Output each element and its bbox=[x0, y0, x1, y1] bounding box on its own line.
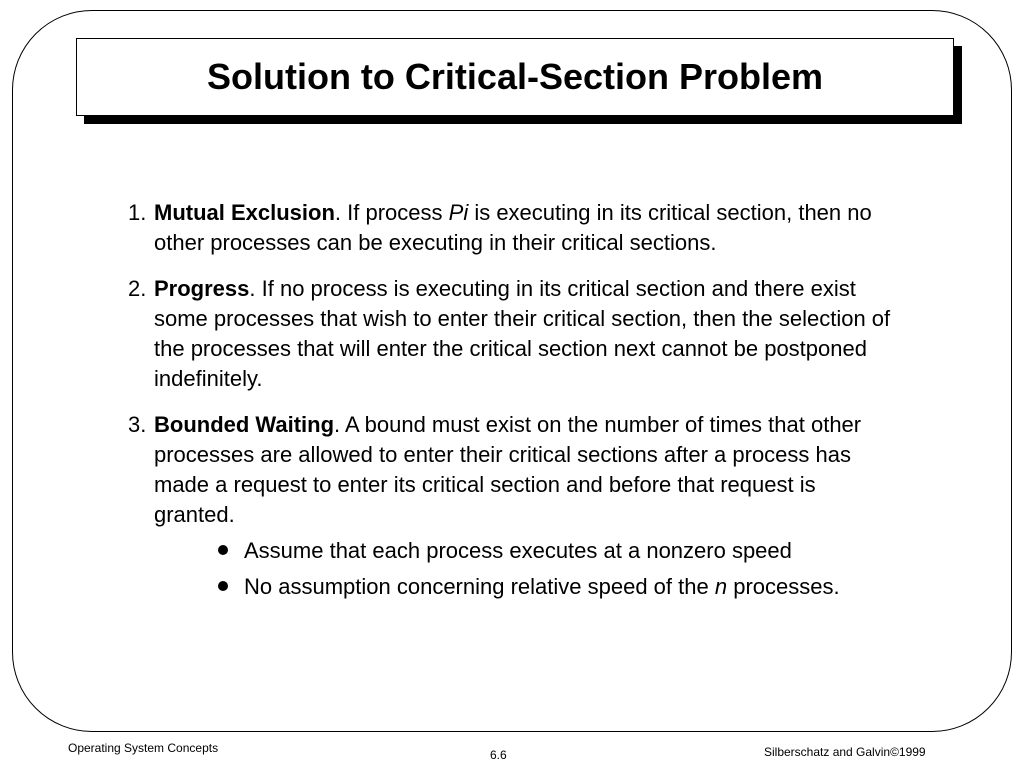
sub-bullet-item bbox=[154, 536, 902, 566]
item-text: . A bound must exist on the number of times that other processes are allowed to enter their critical sections after a process has made a request to enter its critical section and before that request is granted. bbox=[154, 412, 862, 527]
title-box bbox=[76, 38, 954, 116]
footer-book-title: Operating System Concepts bbox=[68, 741, 219, 755]
item-term: Progress bbox=[154, 276, 250, 301]
item-number: 1. bbox=[128, 200, 147, 225]
list-item-mutual-exclusion bbox=[122, 198, 902, 258]
item-text: . If no process is executing in its critical section and there exist some processes that wish to enter their critical section, then the selection of the processes that will enter the critical section next cannot be postponed indefinitely. bbox=[154, 276, 891, 391]
slide-title: Solution to Critical-Section Problem bbox=[206, 56, 824, 97]
bullet-text: Assume that each process executes at a nonzero speed bbox=[244, 538, 792, 563]
footer-page-number: 6.6 bbox=[490, 748, 507, 762]
bullet-icon bbox=[218, 581, 228, 591]
item-variable: Pi bbox=[448, 200, 469, 225]
list-item-progress bbox=[122, 274, 902, 394]
bullet-text: No assumption concerning relative speed of the bbox=[244, 574, 715, 599]
item-term: Bounded Waiting bbox=[154, 412, 335, 437]
sub-bullet-list bbox=[154, 536, 902, 602]
bullet-icon bbox=[218, 545, 228, 555]
footer-copyright: Silberschatz and Galvin©1999 bbox=[764, 745, 926, 759]
sub-bullet-item bbox=[154, 572, 902, 602]
list-item-bounded-waiting bbox=[122, 410, 902, 602]
item-number: 2. bbox=[128, 276, 147, 301]
bullet-text: processes. bbox=[727, 574, 840, 599]
item-text: . If process bbox=[334, 200, 449, 225]
item-term: Mutual Exclusion bbox=[154, 200, 335, 225]
item-number: 3. bbox=[128, 412, 147, 437]
item-text: is executing in its critical section, then no other processes can be executing in their critical sections. bbox=[154, 200, 872, 255]
slide-content bbox=[122, 198, 902, 618]
bullet-variable: n bbox=[714, 574, 728, 599]
